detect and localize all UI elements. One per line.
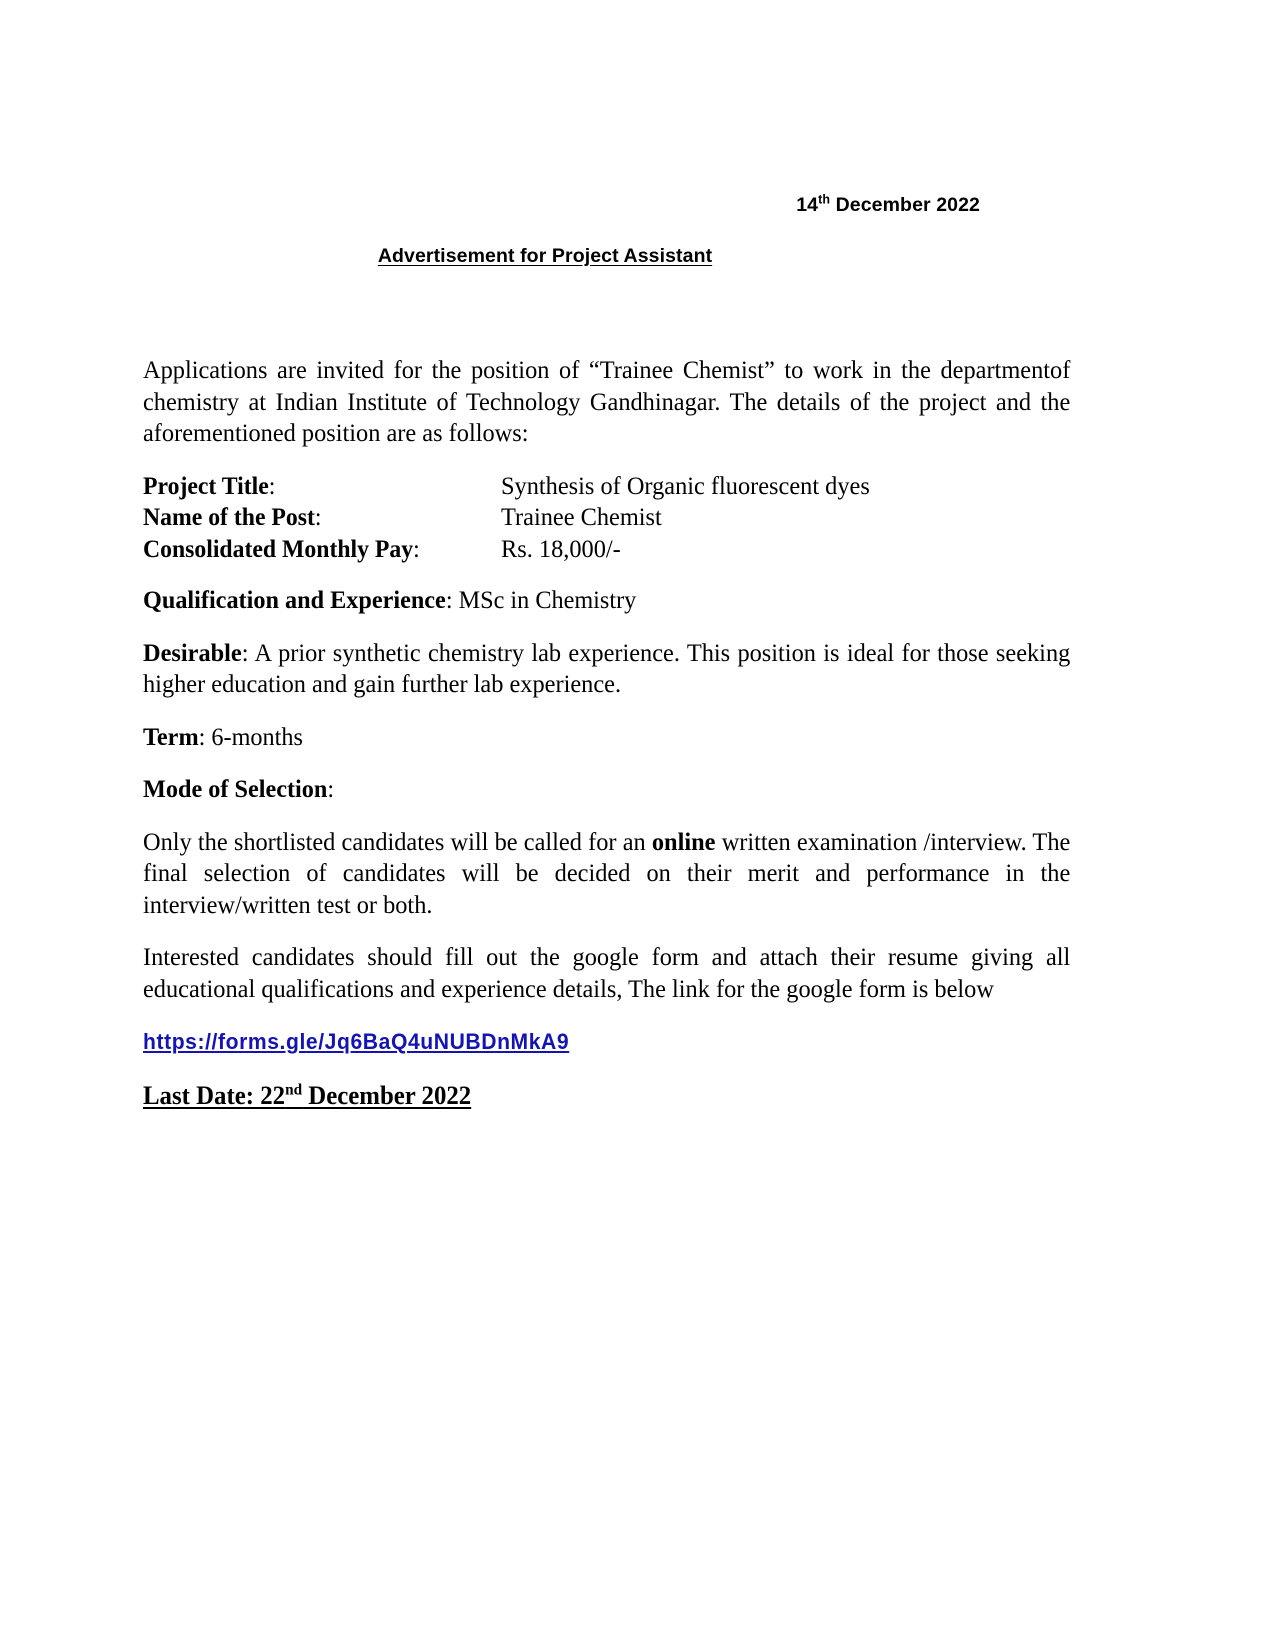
last-date-ordinal-suffix: nd: [285, 1080, 303, 1098]
detail-label-text: Consolidated Monthly Pay: [143, 533, 414, 563]
google-form-link-line: [143, 1025, 1034, 1058]
mode-of-selection-line: [143, 773, 1025, 805]
selection-text-before: Only the shortlisted candidates will be called for an: [143, 826, 652, 856]
table-row: [143, 533, 1071, 565]
detail-value-name-of-post: Trainee Chemist: [501, 502, 662, 531]
date-rest: December 2022: [830, 194, 980, 216]
detail-label-text: Project Title: [143, 470, 269, 500]
document-content: [143, 0, 1071, 1111]
mode-of-selection-label: Mode of Selection: [143, 774, 328, 803]
selection-emphasis-online: online: [651, 826, 716, 856]
last-date-line: [143, 1080, 1029, 1112]
detail-label-monthly-pay: [143, 533, 476, 565]
apply-instructions-paragraph: Interested candidates should fill out the google form and attach their resume giving all educational qualifications and experience details, The link for the google form is below: [143, 942, 1071, 1003]
date-ordinal-suffix: th: [818, 192, 831, 207]
detail-value-monthly-pay: Rs. 18,000/-: [501, 533, 621, 563]
date-day: 14: [796, 194, 819, 216]
mode-of-selection-value: :: [327, 774, 335, 803]
last-date-text: [143, 1081, 471, 1110]
term-line: [143, 721, 1025, 753]
document-date: [143, 194, 1071, 217]
table-row: [143, 501, 1071, 533]
selection-text-after: written examination /interview. The final selection of candidates will be decided on their merit and performance in the interview/written test or both.: [143, 826, 1071, 919]
qualification-value: : MSc in Chemistry: [445, 585, 637, 614]
document-body: [143, 354, 1071, 1111]
detail-label-project-title: [143, 470, 476, 502]
detail-colon: :: [413, 533, 420, 563]
detail-label-text: Name of the Post: [143, 502, 315, 531]
desirable-label: Desirable: [143, 637, 242, 667]
desirable-text: : A prior synthetic chemistry lab experience. This position is ideal for those seeking higher education and gain further lab experience.: [143, 637, 1071, 698]
google-form-link[interactable]: https://forms.gle/Jq6BaQ4uNUBDnMkA9: [143, 1029, 570, 1054]
detail-colon: :: [314, 502, 322, 531]
term-value: : 6-months: [198, 721, 303, 751]
project-details-table: [143, 470, 1071, 565]
selection-paragraph: [143, 826, 1070, 921]
detail-label-name-of-post: [143, 501, 476, 533]
intro-paragraph: Applications are invited for the position of “Trainee Chemist” to work in the departmentof chemistry at Indian Institute of Technology Gandhinagar. The details of the project and the aforementioned position are as follows:: [143, 355, 1071, 447]
table-row: [143, 470, 1071, 502]
detail-value-project-title: Synthesis of Organic fluorescent dyes: [501, 470, 870, 500]
detail-colon: :: [268, 470, 276, 500]
last-date-suffix: December 2022: [302, 1080, 472, 1110]
qualification-label: Qualification and Experience: [143, 585, 446, 614]
qualification-line: [143, 584, 1025, 616]
document-title-container: [143, 245, 1071, 268]
last-date-prefix: Last Date: 22: [143, 1080, 286, 1110]
desirable-paragraph: [143, 637, 1070, 700]
page-title: Advertisement for Project Assistant: [377, 245, 713, 267]
term-label: Term: [143, 721, 199, 751]
